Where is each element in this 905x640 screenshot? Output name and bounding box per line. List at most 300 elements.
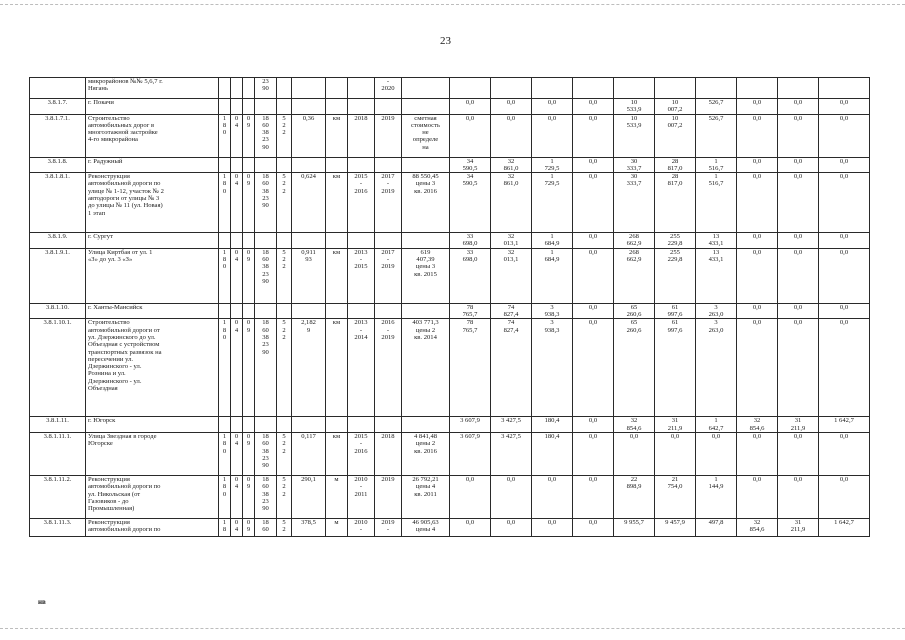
construction-years: 2016 - 2019 [375, 319, 402, 417]
funding-value-10: 0,0 [819, 173, 870, 233]
code-part-5: 5 2 2 [277, 114, 292, 157]
object-name: г. Югорск [86, 417, 219, 433]
funding-value-2: 3 427,5 [491, 417, 532, 433]
funding-value-4: 0,0 [573, 233, 614, 249]
scan-bottom-line [0, 628, 905, 629]
capacity-value [292, 99, 326, 115]
construction-years: 2018 [375, 432, 402, 475]
construction-years [375, 417, 402, 433]
row-number: 3.8.1.9. [30, 233, 86, 249]
funding-value-8: 0,0 [737, 475, 778, 518]
design-years: 2015 - 2016 [348, 173, 375, 233]
funding-value-1: 3 607,9 [450, 417, 491, 433]
capacity-unit [326, 303, 348, 319]
construction-years [375, 233, 402, 249]
capacity-value [292, 417, 326, 433]
funding-value-7: 13 433,1 [696, 233, 737, 249]
code-part-3: 0 9 [243, 319, 255, 417]
code-part-1: 1 8 0 [219, 173, 231, 233]
table-row-project [30, 173, 870, 233]
design-years [348, 99, 375, 115]
code-part-4: 18 60 38 23 90 [255, 114, 277, 157]
funding-value-8: 0,0 [737, 99, 778, 115]
funding-value-1: 0,0 [450, 475, 491, 518]
code-part-2 [231, 78, 243, 99]
funding-value-6: 255 229,8 [655, 248, 696, 303]
funding-value-3: 0,0 [532, 114, 573, 157]
estimated-cost: сметная стоимость не определе на [402, 114, 450, 157]
code-part-4 [255, 303, 277, 319]
funding-value-2: 32 861,0 [491, 157, 532, 173]
construction-years: 2017 - 2019 [375, 173, 402, 233]
funding-value-1: 34 590,5 [450, 173, 491, 233]
funding-value-8: 0,0 [737, 157, 778, 173]
funding-value-9: 0,0 [778, 173, 819, 233]
funding-value-2: 74 827,4 [491, 303, 532, 319]
funding-value-9: 0,0 [778, 475, 819, 518]
code-part-2: 0 4 [231, 173, 243, 233]
capacity-unit: км [326, 114, 348, 157]
funding-value-8: 0,0 [737, 248, 778, 303]
funding-value-8: 0,0 [737, 432, 778, 475]
table-row-project [30, 319, 870, 417]
funding-value-8 [737, 78, 778, 99]
funding-value-3: 1 684,9 [532, 233, 573, 249]
code-part-4 [255, 99, 277, 115]
construction-years: 2019 - [375, 518, 402, 536]
capacity-value [292, 157, 326, 173]
code-part-4 [255, 157, 277, 173]
funding-value-8: 0,0 [737, 114, 778, 157]
funding-value-7: 3 263,0 [696, 319, 737, 417]
funding-value-8: 32 854,6 [737, 518, 778, 536]
construction-years: 2019 [375, 114, 402, 157]
table-row-project [30, 432, 870, 475]
funding-value-5: 32 854,6 [614, 417, 655, 433]
table-row-project [30, 248, 870, 303]
funding-value-8: 0,0 [737, 303, 778, 319]
funding-value-3: 0,0 [532, 475, 573, 518]
row-number: 3.8.1.11. [30, 417, 86, 433]
row-number: 3.8.1.7.1. [30, 114, 86, 157]
code-part-3 [243, 233, 255, 249]
table-row-city [30, 303, 870, 319]
construction-years [375, 303, 402, 319]
funding-value-2: 0,0 [491, 99, 532, 115]
design-years: 2013 - 2015 [348, 248, 375, 303]
row-number: 3.8.1.11.2. [30, 475, 86, 518]
code-part-5: 5 2 2 [277, 173, 292, 233]
row-number: 3.8.1.11.1. [30, 432, 86, 475]
code-part-1 [219, 99, 231, 115]
funding-value-5: 30 333,7 [614, 157, 655, 173]
funding-value-7 [696, 78, 737, 99]
funding-value-5: 10 533,9 [614, 99, 655, 115]
code-part-2: 0 4 [231, 319, 243, 417]
design-years: 2013 - 2014 [348, 319, 375, 417]
estimated-cost [402, 417, 450, 433]
funding-value-1: 78 765,7 [450, 303, 491, 319]
funding-value-6: 61 997,6 [655, 303, 696, 319]
funding-value-2: 32 013,1 [491, 248, 532, 303]
funding-value-1: 3 607,9 [450, 432, 491, 475]
capacity-value [292, 303, 326, 319]
row-number: 3.8.1.7. [30, 99, 86, 115]
code-part-3: 0 9 [243, 114, 255, 157]
object-name: г. Ханты-Мансийск [86, 303, 219, 319]
construction-years [375, 99, 402, 115]
estimated-cost [402, 233, 450, 249]
design-years: 2010 - 2011 [348, 475, 375, 518]
object-name: микрорайонов №№ 5,6,7 г. Нягань [86, 78, 219, 99]
estimated-cost [402, 78, 450, 99]
funding-value-1: 0,0 [450, 99, 491, 115]
capacity-value: 0,36 [292, 114, 326, 157]
funding-value-7: 0,0 [696, 432, 737, 475]
funding-value-1 [450, 78, 491, 99]
funding-value-7: 1 516,7 [696, 157, 737, 173]
funding-value-6 [655, 78, 696, 99]
funding-value-5: 22 898,9 [614, 475, 655, 518]
funding-value-4: 0,0 [573, 475, 614, 518]
funding-value-4: 0,0 [573, 99, 614, 115]
funding-value-6: 31 211,9 [655, 417, 696, 433]
construction-years [375, 157, 402, 173]
funding-value-10: 0,0 [819, 157, 870, 173]
funding-value-4: 0,0 [573, 114, 614, 157]
design-years: 2018 [348, 114, 375, 157]
funding-value-4: 0,0 [573, 417, 614, 433]
funding-value-2: 74 827,4 [491, 319, 532, 417]
funding-value-5: 0,0 [614, 432, 655, 475]
code-part-2: 0 4 [231, 432, 243, 475]
object-name: г. Радужный [86, 157, 219, 173]
funding-value-6: 61 997,6 [655, 319, 696, 417]
funding-value-7: 526,7 [696, 99, 737, 115]
funding-value-3: 0,0 [532, 518, 573, 536]
table-row-project [30, 518, 870, 536]
code-part-1: 1 8 [219, 518, 231, 536]
capacity-unit: км [326, 173, 348, 233]
funding-value-10 [819, 78, 870, 99]
code-part-3: 0 9 [243, 518, 255, 536]
funding-value-5: 65 260,6 [614, 319, 655, 417]
estimated-cost [402, 99, 450, 115]
code-part-2: 0 4 [231, 248, 243, 303]
funding-value-4: 0,0 [573, 432, 614, 475]
capacity-value: 0,624 [292, 173, 326, 233]
code-part-1: 1 8 0 [219, 475, 231, 518]
code-part-2 [231, 303, 243, 319]
code-part-5 [277, 303, 292, 319]
row-number [30, 78, 86, 99]
funding-value-3: 3 938,3 [532, 303, 573, 319]
funding-value-4 [573, 78, 614, 99]
code-part-4: 18 60 38 23 90 [255, 319, 277, 417]
funding-value-9: 0,0 [778, 233, 819, 249]
code-part-3 [243, 417, 255, 433]
funding-value-10: 0,0 [819, 432, 870, 475]
code-part-1 [219, 157, 231, 173]
funding-value-7: 1 642,7 [696, 417, 737, 433]
code-part-2: 0 4 [231, 114, 243, 157]
capacity-unit [326, 417, 348, 433]
funding-value-5: 65 260,6 [614, 303, 655, 319]
code-part-2 [231, 99, 243, 115]
funding-value-9: 0,0 [778, 319, 819, 417]
funding-value-7: 497,8 [696, 518, 737, 536]
table-row-project [30, 475, 870, 518]
object-name: Реконструкция автомобильной дороги по улице № 1-12, участок № 2 автодороги от улицы № 3 до улицы № 11 (ул. Новая) 1 этап [86, 173, 219, 233]
funding-value-8: 32 854,6 [737, 417, 778, 433]
capacity-unit: м [326, 475, 348, 518]
capacity-unit: м [326, 518, 348, 536]
code-part-5: 5 2 [277, 518, 292, 536]
funding-value-3 [532, 78, 573, 99]
capacity-value [292, 78, 326, 99]
capacity-value: 378,5 [292, 518, 326, 536]
funding-value-5: 268 662,9 [614, 248, 655, 303]
estimated-cost: 4 841,48 цены 2 кв. 2016 [402, 432, 450, 475]
footer-mark: нв [38, 598, 46, 606]
funding-value-9: 0,0 [778, 99, 819, 115]
funding-value-6: 21 754,0 [655, 475, 696, 518]
funding-value-5 [614, 78, 655, 99]
code-part-2 [231, 233, 243, 249]
table-row-continued [30, 78, 870, 99]
capacity-value: 2,182 9 [292, 319, 326, 417]
code-part-5: 5 2 2 [277, 475, 292, 518]
code-part-4: 18 60 38 23 90 [255, 475, 277, 518]
code-part-3: 0 9 [243, 432, 255, 475]
code-part-1 [219, 78, 231, 99]
funding-value-2: 32 861,0 [491, 173, 532, 233]
capacity-unit [326, 157, 348, 173]
table-row-project [30, 114, 870, 157]
capacity-unit: км [326, 248, 348, 303]
code-part-1 [219, 303, 231, 319]
code-part-3 [243, 157, 255, 173]
funding-value-5: 10 533,9 [614, 114, 655, 157]
funding-value-1: 33 698,0 [450, 233, 491, 249]
funding-value-1: 33 698,0 [450, 248, 491, 303]
funding-value-2 [491, 78, 532, 99]
funding-value-9: 0,0 [778, 114, 819, 157]
code-part-5 [277, 78, 292, 99]
row-number: 3.8.1.8.1. [30, 173, 86, 233]
estimated-cost: 88 550,45 цены 3 кв. 2016 [402, 173, 450, 233]
estimated-cost [402, 303, 450, 319]
funding-value-10: 0,0 [819, 475, 870, 518]
funding-value-6: 28 817,0 [655, 157, 696, 173]
funding-value-4: 0,0 [573, 173, 614, 233]
funding-value-1: 78 765,7 [450, 319, 491, 417]
funding-value-9: 31 211,9 [778, 518, 819, 536]
funding-value-3: 3 938,3 [532, 319, 573, 417]
funding-value-9: 0,0 [778, 432, 819, 475]
capacity-value [292, 233, 326, 249]
funding-value-2: 3 427,5 [491, 432, 532, 475]
page-number: 23 [440, 35, 451, 47]
estimated-cost [402, 157, 450, 173]
code-part-4 [255, 233, 277, 249]
capacity-unit: км [326, 432, 348, 475]
code-part-4: 23 90 [255, 78, 277, 99]
funding-value-4: 0,0 [573, 303, 614, 319]
object-name: г. Покачи [86, 99, 219, 115]
capacity-unit [326, 233, 348, 249]
code-part-1 [219, 417, 231, 433]
row-number: 3.8.1.9.1. [30, 248, 86, 303]
funding-value-9: 0,0 [778, 248, 819, 303]
funding-value-2: 0,0 [491, 114, 532, 157]
code-part-5: 5 2 2 [277, 248, 292, 303]
funding-value-8: 0,0 [737, 319, 778, 417]
code-part-4: 18 60 38 23 90 [255, 173, 277, 233]
funding-value-3: 180,4 [532, 417, 573, 433]
table-row-city [30, 99, 870, 115]
funding-value-3: 180,4 [532, 432, 573, 475]
funding-value-9: 31 211,9 [778, 417, 819, 433]
design-years [348, 303, 375, 319]
design-years [348, 78, 375, 99]
funding-value-10: 0,0 [819, 114, 870, 157]
funding-value-5: 9 955,7 [614, 518, 655, 536]
funding-value-6: 10 007,2 [655, 99, 696, 115]
construction-years: 2019 [375, 475, 402, 518]
funding-value-4: 0,0 [573, 157, 614, 173]
code-part-3: 0 9 [243, 248, 255, 303]
code-part-4: 18 60 38 23 90 [255, 432, 277, 475]
funding-value-8: 0,0 [737, 173, 778, 233]
row-number: 3.8.1.10. [30, 303, 86, 319]
funding-value-6: 10 007,2 [655, 114, 696, 157]
funding-value-9: 0,0 [778, 303, 819, 319]
code-part-5: 5 2 2 [277, 319, 292, 417]
funding-value-3: 0,0 [532, 99, 573, 115]
code-part-4: 18 60 38 23 90 [255, 248, 277, 303]
funding-value-10: 1 642,7 [819, 417, 870, 433]
funding-value-6: 255 229,8 [655, 233, 696, 249]
code-part-3: 0 9 [243, 173, 255, 233]
code-part-2 [231, 417, 243, 433]
funding-value-9: 0,0 [778, 157, 819, 173]
funding-value-9 [778, 78, 819, 99]
funding-value-7: 3 263,0 [696, 303, 737, 319]
code-part-1: 1 8 0 [219, 432, 231, 475]
funding-value-3: 1 729,5 [532, 173, 573, 233]
scan-top-line [0, 4, 905, 5]
estimated-cost: 619 407,39 цены 3 кв. 2015 [402, 248, 450, 303]
capacity-unit [326, 99, 348, 115]
table-row-city [30, 417, 870, 433]
design-years [348, 157, 375, 173]
code-part-3 [243, 99, 255, 115]
funding-value-6: 0,0 [655, 432, 696, 475]
funding-value-8: 0,0 [737, 233, 778, 249]
funding-value-7: 1 516,7 [696, 173, 737, 233]
object-name: Улица Киртбая от ул. 1 «З» до ул. 3 «З» [86, 248, 219, 303]
object-name: Улица Звездная в городе Югорске [86, 432, 219, 475]
object-name: Реконструкция автомобильной дороги по [86, 518, 219, 536]
code-part-5 [277, 99, 292, 115]
funding-value-4: 0,0 [573, 518, 614, 536]
funding-value-5: 268 662,9 [614, 233, 655, 249]
row-number: 3.8.1.10.1. [30, 319, 86, 417]
estimated-cost: 26 792,21 цены 4 кв. 2011 [402, 475, 450, 518]
object-name: Строительство автомобильных дорог в многоэтажной застройке 4-го микрорайона [86, 114, 219, 157]
code-part-1 [219, 233, 231, 249]
construction-years: - 2020 [375, 78, 402, 99]
capacity-unit [326, 78, 348, 99]
capacity-value: 290,1 [292, 475, 326, 518]
road-projects-table [29, 77, 870, 537]
code-part-2 [231, 157, 243, 173]
code-part-5 [277, 157, 292, 173]
design-years [348, 233, 375, 249]
design-years: 2015 - 2016 [348, 432, 375, 475]
funding-value-10: 1 642,7 [819, 518, 870, 536]
funding-value-6: 28 817,0 [655, 173, 696, 233]
code-part-1: 1 8 0 [219, 319, 231, 417]
funding-value-2: 0,0 [491, 475, 532, 518]
funding-value-3: 1 729,5 [532, 157, 573, 173]
estimated-cost: 403 771,3 цены 2 кв. 2014 [402, 319, 450, 417]
funding-value-7: 526,7 [696, 114, 737, 157]
funding-value-7: 1 144,9 [696, 475, 737, 518]
capacity-unit: км [326, 319, 348, 417]
funding-value-1: 0,0 [450, 114, 491, 157]
code-part-1: 1 8 0 [219, 114, 231, 157]
funding-value-2: 0,0 [491, 518, 532, 536]
funding-value-10: 0,0 [819, 99, 870, 115]
funding-value-6: 9 457,9 [655, 518, 696, 536]
funding-value-10: 0,0 [819, 248, 870, 303]
code-part-4 [255, 417, 277, 433]
row-number: 3.8.1.8. [30, 157, 86, 173]
code-part-1: 1 8 0 [219, 248, 231, 303]
funding-value-7: 13 433,1 [696, 248, 737, 303]
object-name: Строительство автомобильной дороги от ул. Дзержинского до ул. Объездная с устройством транспортных развязок на пересечении ул. Дзержинского - ул. Рознина и ул. Дзержинского - ул. Объездная [86, 319, 219, 417]
code-part-5: 5 2 2 [277, 432, 292, 475]
code-part-5 [277, 233, 292, 249]
table-row-city [30, 233, 870, 249]
funding-value-2: 32 013,1 [491, 233, 532, 249]
object-name: г. Сургут [86, 233, 219, 249]
funding-value-10: 0,0 [819, 303, 870, 319]
construction-years: 2017 - 2019 [375, 248, 402, 303]
funding-value-4: 0,0 [573, 248, 614, 303]
row-number: 3.8.1.11.3. [30, 518, 86, 536]
funding-value-1: 0,0 [450, 518, 491, 536]
estimated-cost: 46 905,63 цены 4 [402, 518, 450, 536]
design-years: 2010 - [348, 518, 375, 536]
code-part-5 [277, 417, 292, 433]
funding-value-5: 30 333,7 [614, 173, 655, 233]
funding-value-1: 34 590,5 [450, 157, 491, 173]
capacity-value: 0,911 93 [292, 248, 326, 303]
code-part-2: 0 4 [231, 518, 243, 536]
capacity-value: 0,117 [292, 432, 326, 475]
code-part-3 [243, 78, 255, 99]
code-part-3: 0 9 [243, 475, 255, 518]
funding-value-10: 0,0 [819, 233, 870, 249]
code-part-3 [243, 303, 255, 319]
funding-value-3: 1 684,9 [532, 248, 573, 303]
code-part-4: 18 60 [255, 518, 277, 536]
code-part-2: 0 4 [231, 475, 243, 518]
object-name: Реконструкция автомобильной дороги по ул. Никольская (от Газовиков - до Промышленная) [86, 475, 219, 518]
